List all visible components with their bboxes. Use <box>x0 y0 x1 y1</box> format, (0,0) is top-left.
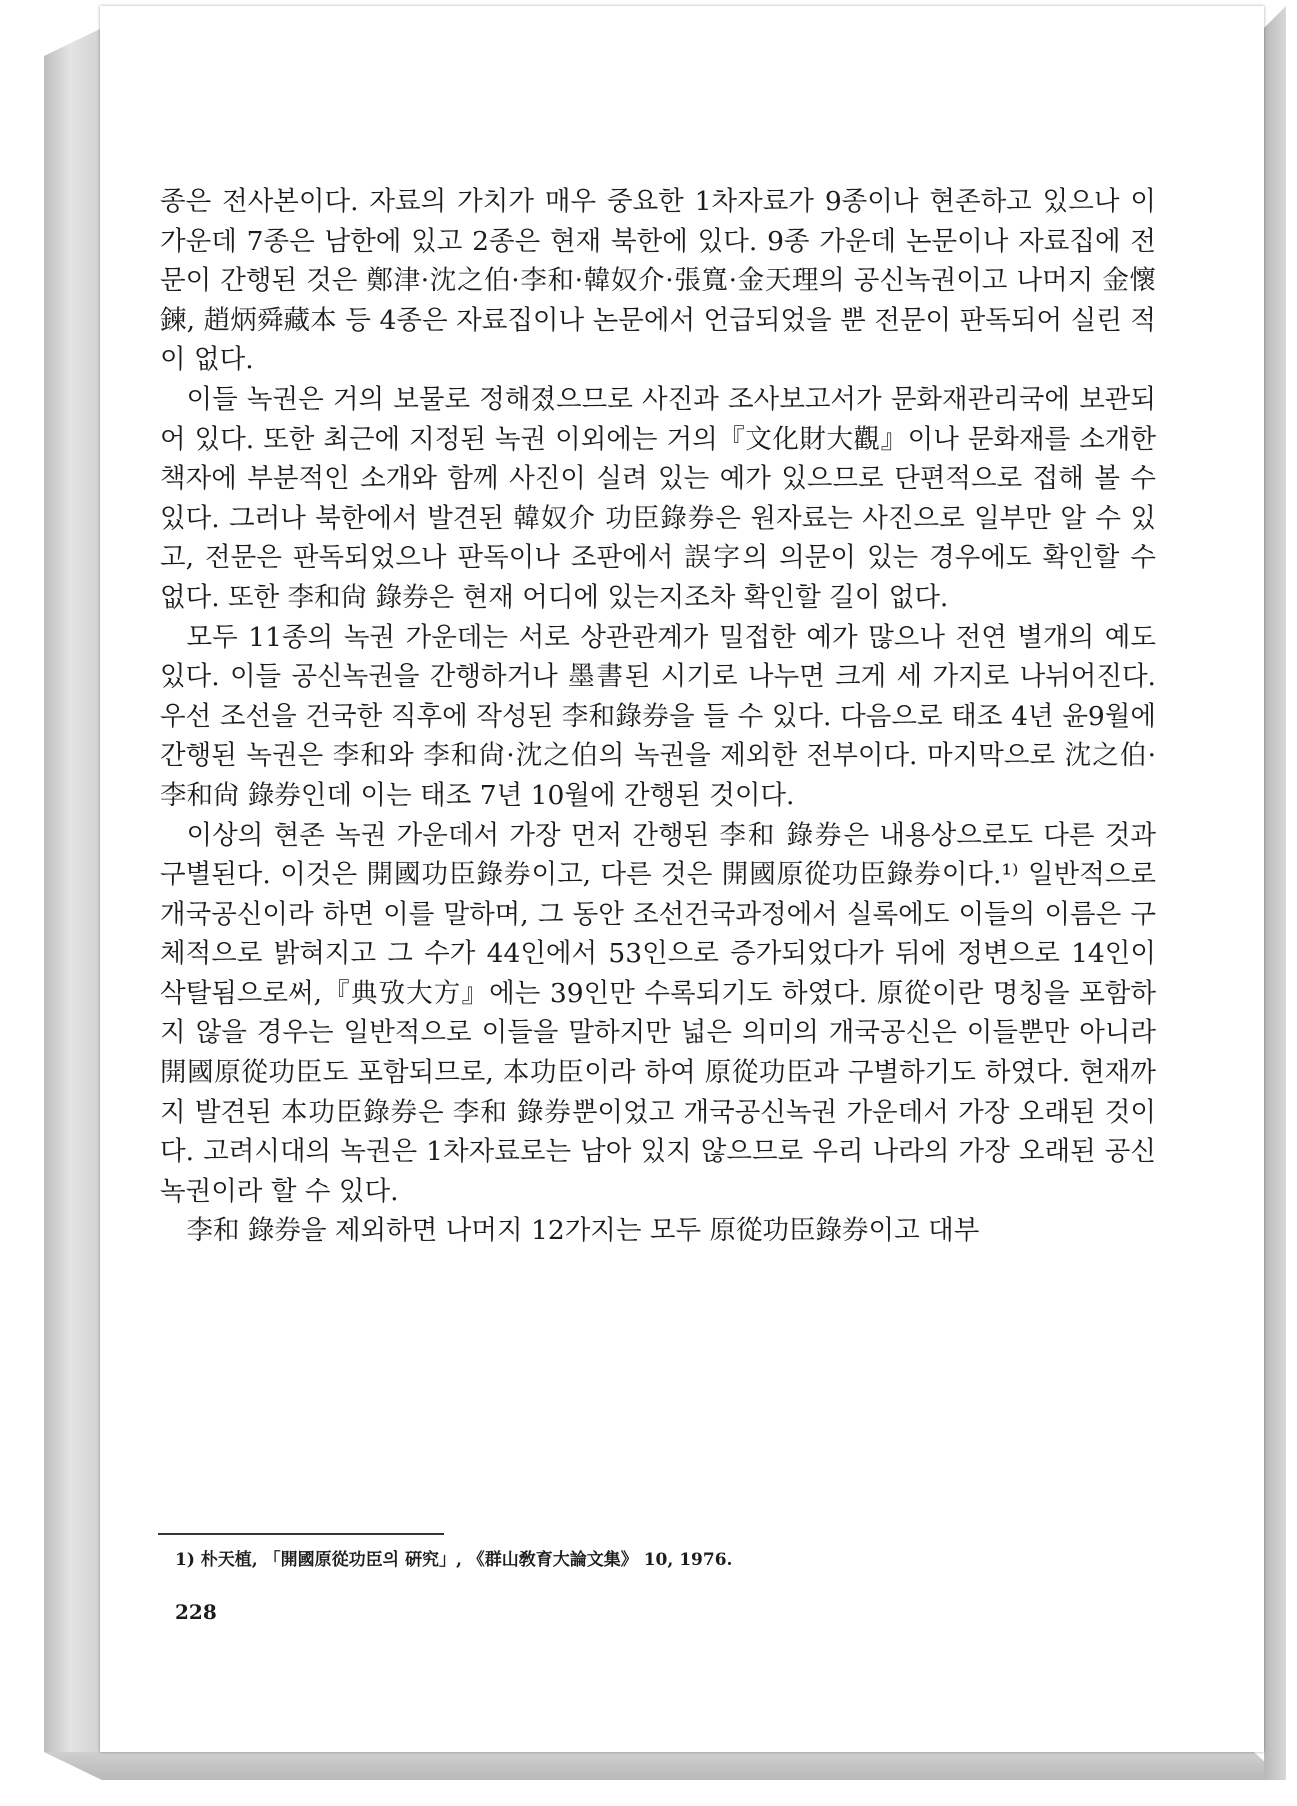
book-bottom-edge <box>44 1752 1284 1780</box>
footnote-divider <box>158 1533 444 1535</box>
paragraph-1: 종은 전사본이다. 자료의 가치가 매우 중요한 1차자료가 9종이나 현존하고 있으나 이 가운데 7종은 남한에 있고 2종은 현재 북한에 있다. 9종 가운데 논문이나 자료집에 전문이 간행된 것은 鄭津·沈之伯·李和·韓奴介·張寬·金天理의 공신녹권이고 나머지 金懷鍊, 趙炳舜藏本 등 4종은 자료집이나 논문에서 언급되었을 뿐 전문이 판독되어 실린 적이 없다. <box>160 186 1156 376</box>
body-text <box>160 182 1156 1251</box>
page-number: 228 <box>175 1600 217 1624</box>
paragraph-4: 이상의 현존 녹권 가운데서 가장 먼저 간행된 李和 錄券은 내용상으로도 다른 것과 구별된다. 이것은 開國功臣錄券이고, 다른 것은 開國原從功臣錄券이다.¹⁾ 일반적으로 개국공신이라 하면 이를 말하며, 그 동안 조선건국과정에서 실록에도 이들의 이름은 구체적으로 밝혀지고 그 수가 44인에서 53인으로 증가되었다가 뒤에 정변으로 14인이 삭탈됨으로써,『典攷大方』에는 39인만 수록되기도 하였다. 原從이란 명칭을 포함하지 않을 경우는 일반적으로 이들을 말하지만 넓은 의미의 개국공신은 이들뿐만 아니라 開國原從功臣도 포함되므로, 本功臣이라 하여 原從功臣과 구별하기도 하였다. 현재까지 발견된 本功臣錄券은 李和 錄券뿐이었고 개국공신녹권 가운데서 가장 오래된 것이다. 고려시대의 녹권은 1차자료로는 남아 있지 않으므로 우리 나라의 가장 오래된 공신녹권이라 할 수 있다. <box>160 819 1156 1207</box>
paragraph-2: 이들 녹권은 거의 보물로 정해졌으므로 사진과 조사보고서가 문화재관리국에 보관되어 있다. 또한 최근에 지정된 녹권 이외에는 거의『文化財大觀』이나 문화재를 소개한 책자에 부분적인 소개와 함께 사진이 실려 있는 예가 있으므로 단편적으로 접해 볼 수 있다. 그러나 북한에서 발견된 韓奴介 功臣錄券은 원자료는 사진으로 일부만 알 수 있고, 전문은 판독되었으나 판독이나 조판에서 誤字의 의문이 있는 경우에도 확인할 수 없다. 또한 李和尙 錄券은 현재 어디에 있는지조차 확인할 길이 없다. <box>160 383 1156 613</box>
book-spine <box>44 28 102 1780</box>
footnote: 1) 朴天植, 「開國原從功臣의 硏究」, 《群山敎育大論文集》 10, 1976. <box>175 1550 733 1570</box>
paragraph-5: 李和 錄券을 제외하면 나머지 12가지는 모두 原從功臣錄券이고 대부 <box>186 1215 980 1247</box>
book-right-edge <box>1264 6 1286 1780</box>
paragraph-3: 모두 11종의 녹권 가운데는 서로 상관관계가 밀접한 예가 많으나 전연 별개의 예도 있다. 이들 공신녹권을 간행하거나 墨書된 시기로 나누면 크게 세 가지로 나뉘어진다. 우선 조선을 건국한 직후에 작성된 李和錄券을 들 수 있다. 다음으로 태조 4년 윤9월에 간행된 녹권은 李和와 李和尙·沈之伯의 녹권을 제외한 전부이다. 마지막으로 沈之伯·李和尙 錄券인데 이는 태조 7년 10월에 간행된 것이다. <box>160 621 1156 811</box>
